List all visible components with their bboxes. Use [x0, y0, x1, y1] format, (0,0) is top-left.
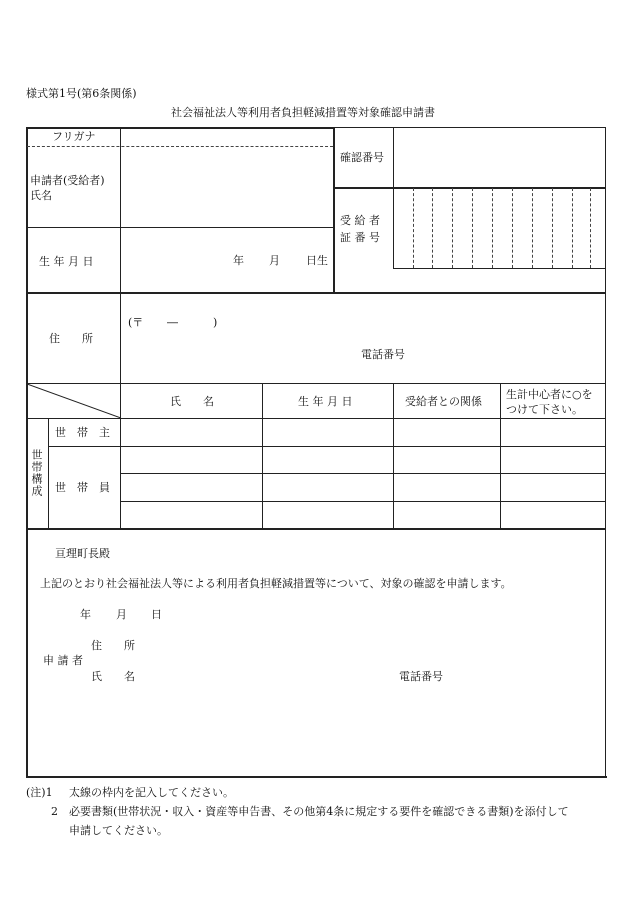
declaration-applicant-label: 申 請 者 — [43, 654, 83, 667]
col-income-header-line2: つけて下さい。 — [506, 403, 583, 416]
diagonal-corner-line — [27, 383, 121, 419]
household-side-label: 世帯構成 — [30, 449, 43, 497]
table-row[interactable] — [122, 448, 604, 472]
col-relation-header: 受給者との関係 — [405, 395, 482, 408]
household-head-label: 世 帯 主 — [55, 426, 110, 439]
phone-label: 電話番号 — [361, 348, 405, 361]
confirm-no-field[interactable] — [395, 129, 603, 185]
postal-dash: ― — [167, 316, 178, 329]
recipient-no-label-line2: 証 番 号 — [340, 231, 380, 244]
col-income-header-line1: 生計中心者に○を — [506, 388, 593, 401]
note2-prefix: 2 — [51, 805, 58, 818]
note1-prefix: (注)1 — [26, 786, 53, 799]
address-field[interactable] — [122, 294, 604, 382]
declaration-address-label: 住 所 — [91, 639, 135, 652]
note2-line1: 必要書類(世帯状況・収入・資産等申告書、その他第4条に規定する要件を確認できる書類)を添付して — [69, 805, 569, 818]
recipient-no-field[interactable] — [395, 190, 603, 266]
table-row[interactable] — [122, 503, 604, 527]
furigana-field[interactable] — [122, 129, 331, 145]
confirm-no-label: 確認番号 — [340, 151, 384, 164]
table-row[interactable] — [122, 420, 604, 445]
dob-label: 生 年 月 日 — [39, 255, 94, 268]
declaration-phone-label: 電話番号 — [399, 670, 443, 683]
form-title: 社会福祉法人等利用者負担軽減措置等対象確認申請書 — [171, 106, 435, 119]
table-row[interactable] — [122, 475, 604, 500]
address-label: 住 所 — [49, 332, 93, 345]
note2-line2: 申請してください。 — [69, 824, 168, 837]
applicant-name-label-line2: 氏名 — [30, 189, 52, 202]
declaration-statement: 上記のとおり社会福祉法人等による利用者負担軽減措置等について、対象の確認を申請します。 — [40, 577, 512, 590]
declaration-month: 月 — [116, 608, 127, 621]
applicant-name-label-line1: 申請者(受給者) — [30, 174, 105, 187]
postal-prefix: (〒 — [128, 316, 144, 329]
applicant-name-field[interactable] — [122, 148, 331, 225]
dob-field[interactable] — [122, 229, 331, 291]
col-name-header: 氏 名 — [170, 395, 214, 408]
col-dob-header: 生 年 月 日 — [298, 395, 353, 408]
addressee: 亘理町長殿 — [55, 547, 110, 560]
declaration-name-label: 氏 名 — [91, 670, 135, 683]
declaration-year: 年 — [80, 608, 91, 621]
dob-day-label: 日生 — [306, 254, 328, 267]
postal-close: ) — [213, 316, 218, 329]
form-number: 様式第1号(第6条関係) — [26, 87, 137, 100]
dob-month-label: 月 — [269, 254, 280, 267]
household-member-label: 世 帯 員 — [55, 481, 110, 494]
dob-year-label: 年 — [233, 254, 244, 267]
declaration-day: 日 — [151, 608, 162, 621]
furigana-label: フリガナ — [52, 130, 96, 143]
recipient-no-label-line1: 受 給 者 — [340, 214, 380, 227]
note1-text: 太線の枠内を記入してください。 — [69, 786, 234, 799]
declaration-signature-area[interactable] — [140, 632, 600, 692]
